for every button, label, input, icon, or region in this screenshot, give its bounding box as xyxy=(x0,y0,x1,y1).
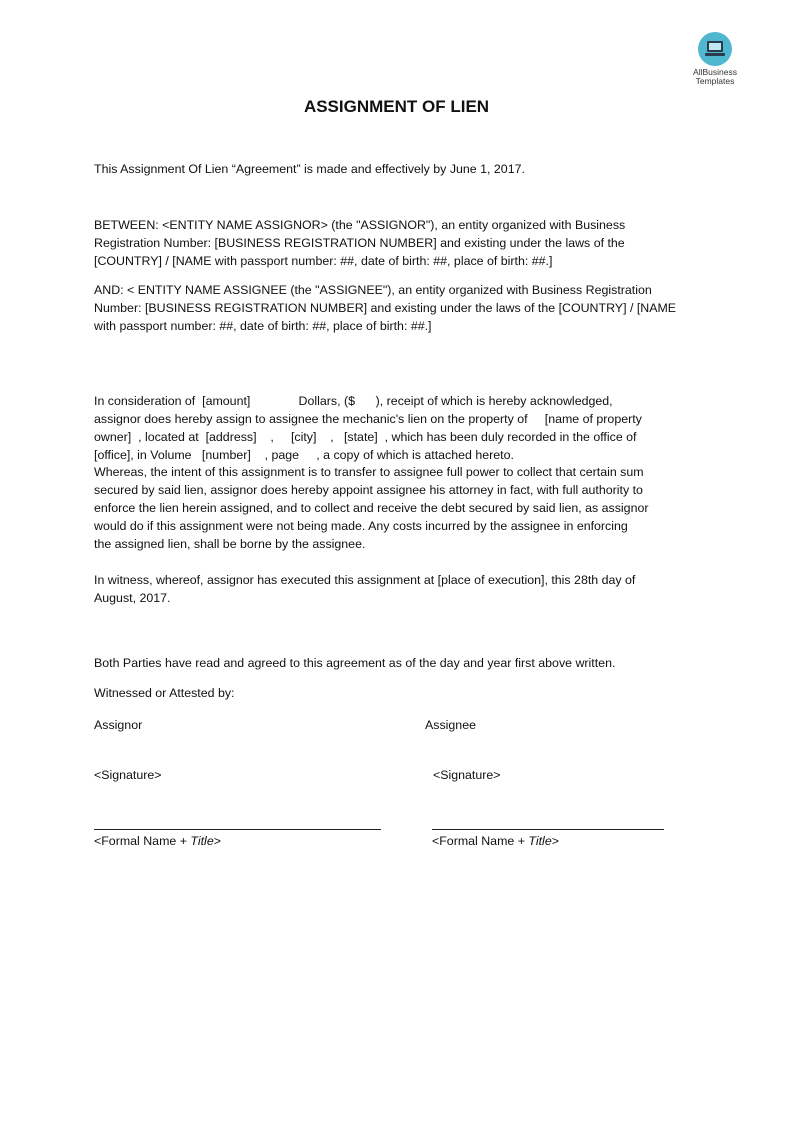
between-line-1: BETWEEN: <ENTITY NAME ASSIGNOR> (the "ASSIGNOR"), an entity organized with Business xyxy=(94,218,626,232)
assignee-name-suffix: > xyxy=(551,834,559,848)
whereas-line-5: the assigned lien, shall be borne by the assignee. xyxy=(94,537,366,551)
between-paragraph xyxy=(94,216,698,270)
logo-text xyxy=(684,68,746,86)
assignor-name-prefix: <Formal Name + xyxy=(94,834,191,848)
consideration-paragraph xyxy=(94,374,698,464)
laptop-icon xyxy=(698,32,732,66)
assignor-name-title: Title xyxy=(190,834,214,848)
assignee-label: Assignee xyxy=(425,718,476,732)
document-title: ASSIGNMENT OF LIEN xyxy=(303,97,490,116)
witness-line-2: August, 2017. xyxy=(94,591,171,605)
intro-paragraph: This Assignment Of Lien “Agreement” is made and effectively by June 1, 2017. xyxy=(94,162,525,176)
allbusiness-logo xyxy=(684,32,746,86)
logo-line-2: Templates xyxy=(695,76,735,86)
assignor-formal-name xyxy=(94,832,221,850)
between-line-3: [COUNTRY] / [NAME with passport number: ##, date of birth: ##, place of birth: ##.] xyxy=(94,254,553,268)
and-line-2: Number: [BUSINESS REGISTRATION NUMBER] and existing under the laws of the [COUNTRY] / [NAME xyxy=(94,301,677,315)
whereas-line-1: Whereas, the intent of this assignment is to transfer to assignee full power to collect that certain sum xyxy=(94,465,644,479)
assignor-label: Assignor xyxy=(94,718,143,732)
consideration-line-3: owner] , located at [address] , [city] , [state] , which has been duly recorded in the office of xyxy=(94,430,637,444)
and-paragraph xyxy=(94,281,698,335)
witnessed-label: Witnessed or Attested by: xyxy=(94,686,235,700)
assignee-signature-line xyxy=(432,829,664,830)
assignee-name-title: Title xyxy=(528,834,552,848)
assignor-name-suffix: > xyxy=(213,834,221,848)
assignor-signature-line xyxy=(94,829,381,830)
assignee-formal-name xyxy=(432,832,559,850)
consideration-line-2: assignor does hereby assign to assignee the mechanic's lien on the property of [name of property xyxy=(94,412,642,426)
logo-line-1: AllBusiness xyxy=(693,67,737,77)
whereas-paragraph xyxy=(94,463,698,553)
consideration-line-4: [office], in Volume [number] , page , a copy of which is attached hereto. xyxy=(94,448,514,462)
witness-line-1: In witness, whereof, assignor has executed this assignment at [place of execution], this 28th day of xyxy=(94,573,636,587)
between-line-2: Registration Number: [BUSINESS REGISTRATION NUMBER] and existing under the laws of the xyxy=(94,236,625,250)
assignee-signature-placeholder: <Signature> xyxy=(433,768,501,782)
and-line-3: with passport number: ##, date of birth: ##, place of birth: ##.] xyxy=(94,319,432,333)
whereas-line-4: would do if this assignment were not being made. Any costs incurred by the assignee in enforcing xyxy=(94,519,628,533)
witness-paragraph xyxy=(94,571,698,607)
assignor-signature-placeholder: <Signature> xyxy=(94,768,162,782)
whereas-line-3: enforce the lien herein assigned, and to collect and receive the debt secured by said lien, as assignor xyxy=(94,501,649,515)
whereas-line-2: secured by said lien, assignor does hereby appoint assignee his attorney in fact, with full authority to xyxy=(94,483,643,497)
agreement-statement: Both Parties have read and agreed to this agreement as of the day and year first above written. xyxy=(94,656,616,670)
assignee-name-prefix: <Formal Name + xyxy=(432,834,529,848)
and-line-1: AND: < ENTITY NAME ASSIGNEE (the "ASSIGNEE"), an entity organized with Business Registration xyxy=(94,283,652,297)
consideration-line-1: In consideration of [amount] Dollars, ($ ), receipt of which is hereby acknowledged, xyxy=(94,394,613,408)
